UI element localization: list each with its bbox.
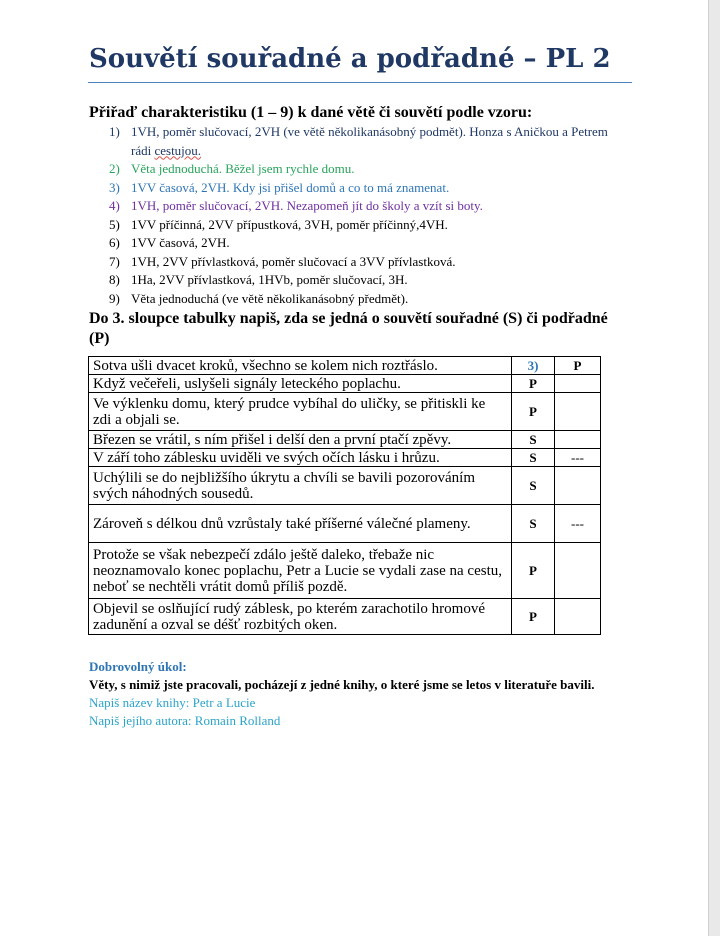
sentence-cell: Objevil se oslňující rudý záblesk, po kterém zarachotilo hromové zadunění a ozval se déšť rozbitých oken. (89, 599, 512, 635)
table-row (89, 431, 601, 449)
title-underline (88, 82, 632, 83)
characteristic-cell: P (512, 543, 555, 599)
list-item (109, 123, 629, 160)
characteristic-cell: S (512, 449, 555, 467)
item-number: 8) (109, 272, 120, 287)
characteristic-cell: S (512, 505, 555, 543)
type-cell (555, 431, 601, 449)
type-cell (555, 393, 601, 431)
sentence-table (88, 356, 601, 635)
table-row (89, 449, 601, 467)
item-number: 4) (109, 198, 120, 213)
item-number: 6) (109, 235, 120, 250)
item-text: 1VH, poměr slučovací, 2VH (ve větě několikanásobný podmět). Honza s Aničkou a Petrem rádi (131, 124, 608, 158)
table-row (89, 467, 601, 505)
list-item (109, 160, 629, 179)
type-cell (555, 467, 601, 505)
list-item (109, 179, 629, 198)
book-answer: Napiš název knihy: Petr a Lucie (89, 695, 256, 710)
list-item (109, 290, 629, 309)
item-text-tail: cestujou. (154, 142, 202, 158)
item-text: 1VH, 2VV přívlastková, poměr slučovací a 3VV přívlastková. (131, 253, 456, 269)
list-item (109, 197, 629, 216)
type-cell: P (555, 357, 601, 375)
task-1-instruction: Přiřaď charakteristiku (1 – 9) k dané větě či souvětí podle vzoru: (89, 104, 533, 121)
list-item (109, 234, 629, 253)
item-text: 1Ha, 2VV přívlastková, 1HVb, poměr slučovací, 3H. (131, 272, 408, 287)
type-cell: --- (555, 449, 601, 467)
sentence-cell: Sotva ušli dvacet kroků, všechno se kolem nich roztřáslo. (89, 357, 512, 375)
table-row (89, 543, 601, 599)
type-cell (555, 543, 601, 599)
item-number: 5) (109, 216, 120, 232)
sentence-cell: Ve výklenku domu, který prudce vybíhal do uličky, se přitiskli ke zdi a objali se. (89, 393, 512, 431)
type-cell: --- (555, 505, 601, 543)
list-item (109, 271, 629, 290)
characteristics-list (109, 123, 629, 308)
sentence-cell: Zároveň s délkou dnů vzrůstaly také příšerné válečné plameny. (89, 505, 512, 543)
sentence-cell: Protože se však nebezpečí zdálo ještě daleko, třebaže nic neoznamovalo konec poplachu, Petr a Lucie se vydali zase na cestu, neboť se nechtěli vrátit domů příliš pozdě. (89, 543, 512, 599)
characteristic-cell: 3) (512, 357, 555, 375)
sentence-cell: V září toho záblesku uviděli ve svých očích lásku i hrůzu. (89, 449, 512, 467)
item-number: 7) (109, 253, 120, 269)
voluntary-heading: Dobrovolný úkol: (89, 659, 187, 674)
characteristic-cell: P (512, 393, 555, 431)
page-title: Souvětí souřadné a podřadné – PL 2 (89, 44, 611, 74)
table-row (89, 599, 601, 635)
item-text: Věta jednoduchá (ve větě několikanásobný předmět). (131, 290, 409, 306)
sentence-cell: Když večeřeli, uslyšeli signály leteckého poplachu. (89, 375, 512, 393)
sentence-cell: Březen se vrátil, s ním přišel i delší den a první ptačí zpěvy. (89, 431, 512, 449)
task-2-instruction: Do 3. sloupce tabulky napiš, zda se jedná o souvětí souřadné (S) či podřadné (P) (89, 310, 608, 347)
list-item (109, 216, 629, 235)
author-answer: Napiš jejího autora: Romain Rolland (89, 713, 281, 728)
item-text: 1VV časová, 2VH. Kdy jsi přišel domů a co to má znamenat. (131, 179, 450, 195)
characteristic-cell: P (512, 375, 555, 393)
voluntary-task (89, 658, 629, 730)
item-number: 2) (109, 161, 120, 176)
item-text: 1VV příčinná, 2VV přípustková, 3VH, poměr příčinný,4VH. (131, 216, 448, 232)
type-cell (555, 599, 601, 635)
table-row (89, 393, 601, 431)
table-row (89, 375, 601, 393)
type-cell (555, 375, 601, 393)
voluntary-text: Věty, s nimiž jste pracovali, pocházejí z jedné knihy, o které jsme se letos v literatuře bavili. (89, 677, 595, 692)
characteristic-cell: S (512, 431, 555, 449)
item-text: Věta jednoduchá. Běžel jsem rychle domu. (131, 161, 355, 176)
table-row (89, 357, 601, 375)
item-text: 1VH, poměr slučovací, 2VH. Nezapomeň jít do školy a vzít si boty. (131, 198, 483, 213)
item-number: 3) (109, 179, 120, 195)
sentence-cell: Uchýlili se do nejbližšího úkrytu a chvíli se bavili pozorováním svých náhodných sousedů. (89, 467, 512, 505)
item-text: 1VV časová, 2VH. (131, 235, 230, 250)
item-number: 9) (109, 290, 120, 306)
item-number: 1) (109, 124, 120, 139)
characteristic-cell: P (512, 599, 555, 635)
table-row (89, 505, 601, 543)
list-item (109, 253, 629, 272)
characteristic-cell: S (512, 467, 555, 505)
